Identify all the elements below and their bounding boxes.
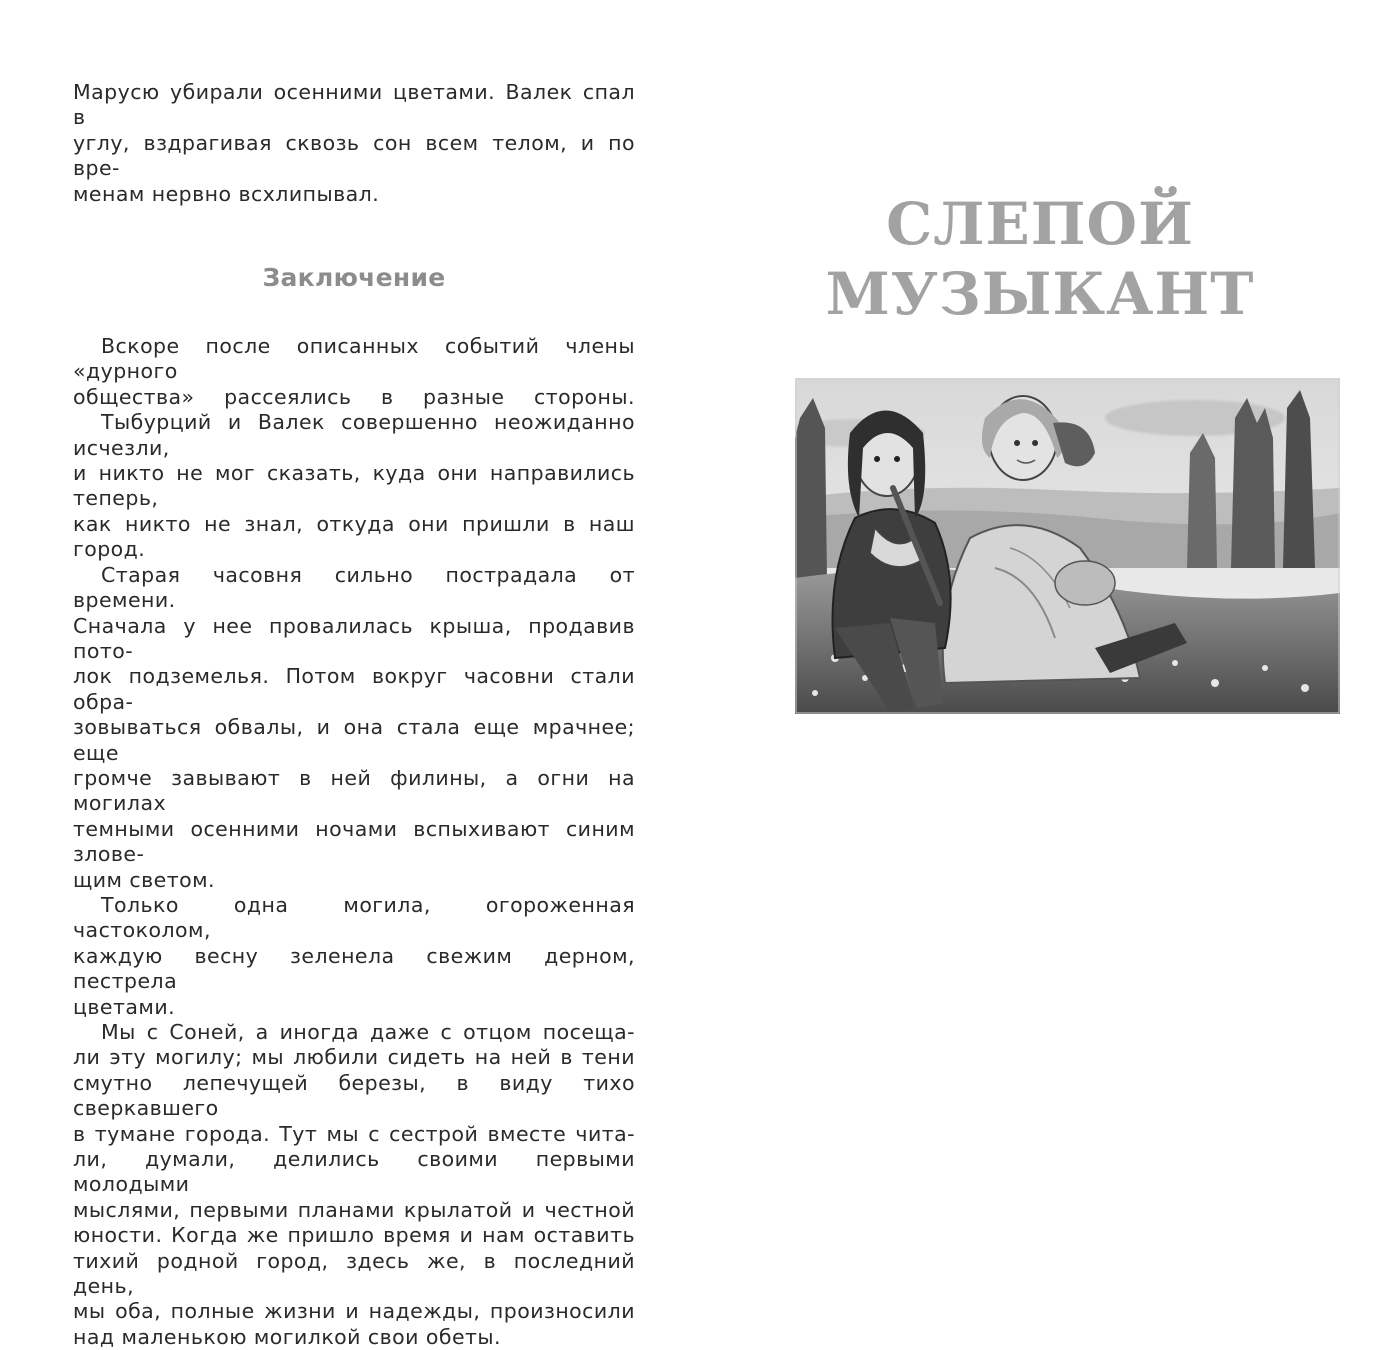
- text-line: менам нервно всхлипывал.: [73, 181, 380, 206]
- text-line: в тумане города. Тут мы с сестрой вместе чита-: [73, 1121, 635, 1146]
- text-line: смутно лепечущей березы, в виду тихо сверкавшего: [73, 1070, 635, 1121]
- text-line: как никто не знал, откуда они пришли в наш город.: [73, 511, 635, 562]
- paragraph-3: [73, 563, 635, 893]
- text-line: мы оба, полные жизни и надежды, произносили: [73, 1299, 635, 1324]
- illustration-svg: [795, 378, 1340, 714]
- text-line: Мы с Соней, а иногда даже с отцом посеща-: [101, 1020, 635, 1044]
- text-line: Сначала у нее провалилась крыша, продавив пото-: [73, 613, 635, 663]
- text-line: зовываться обвалы, и она стала еще мрачнее; еще: [73, 715, 635, 765]
- story-title: [820, 189, 1260, 329]
- text-line: общества» рассеялись в разные стороны.: [73, 384, 635, 409]
- text-line: каждую весну зеленела свежим дерном, пестрела: [73, 943, 635, 994]
- text-line: юности. Когда же пришло время и нам оставить: [73, 1223, 635, 1248]
- text-line: Марусю убирали осенними цветами. Валек спал в: [73, 80, 635, 130]
- section-heading: Заключение: [262, 263, 446, 293]
- text-line: щим светом.: [73, 867, 215, 892]
- text-line: и никто не мог сказать, куда они направились теперь,: [73, 461, 635, 511]
- text-line: Только одна могила, огороженная частоколом,: [73, 892, 635, 943]
- illustration-two-children-playing-flute-in-meadow-icon: [795, 378, 1340, 714]
- paragraph-2: [73, 410, 635, 562]
- text-line: громче завывают в ней филины, а огни на могилах: [73, 765, 635, 816]
- left-page: [73, 80, 635, 1350]
- text-line: мыслями, первыми планами крылатой и честной: [73, 1197, 635, 1222]
- text-line: Старая часовня сильно пострадала от времени.: [73, 562, 635, 613]
- text-line: лок подземелья. Потом вокруг часовни стали обра-: [73, 664, 635, 714]
- paragraph-5: [73, 1020, 635, 1350]
- text-line: темными осенними ночами вспыхивают синим злове-: [73, 816, 635, 867]
- text-line: Тыбурций и Валек совершенно неожиданно исчезли,: [73, 410, 635, 460]
- right-page: [760, 0, 1391, 1080]
- text-line: над маленькою могилкой свои обеты.: [73, 1324, 502, 1349]
- paragraph-1: [73, 334, 635, 410]
- story-title-line: МУЗЫКАНТ: [825, 259, 1255, 328]
- text-line: ли, думали, делились своими первыми молодыми: [73, 1147, 635, 1197]
- text-line: тихий родной город, здесь же, в последний день,: [73, 1248, 635, 1299]
- paragraph-4: [73, 893, 635, 1020]
- text-line: цветами.: [73, 994, 176, 1019]
- opening-paragraph: [73, 80, 635, 207]
- text-line: ли эту могилу; мы любили сидеть на ней в тени: [73, 1045, 635, 1070]
- story-title-line: СЛЕПОЙ: [886, 189, 1194, 258]
- text-line: Вскоре после описанных событий члены «дурного: [73, 334, 635, 384]
- text-line: углу, вздрагивая сквозь сон всем телом, и по вре-: [73, 130, 635, 181]
